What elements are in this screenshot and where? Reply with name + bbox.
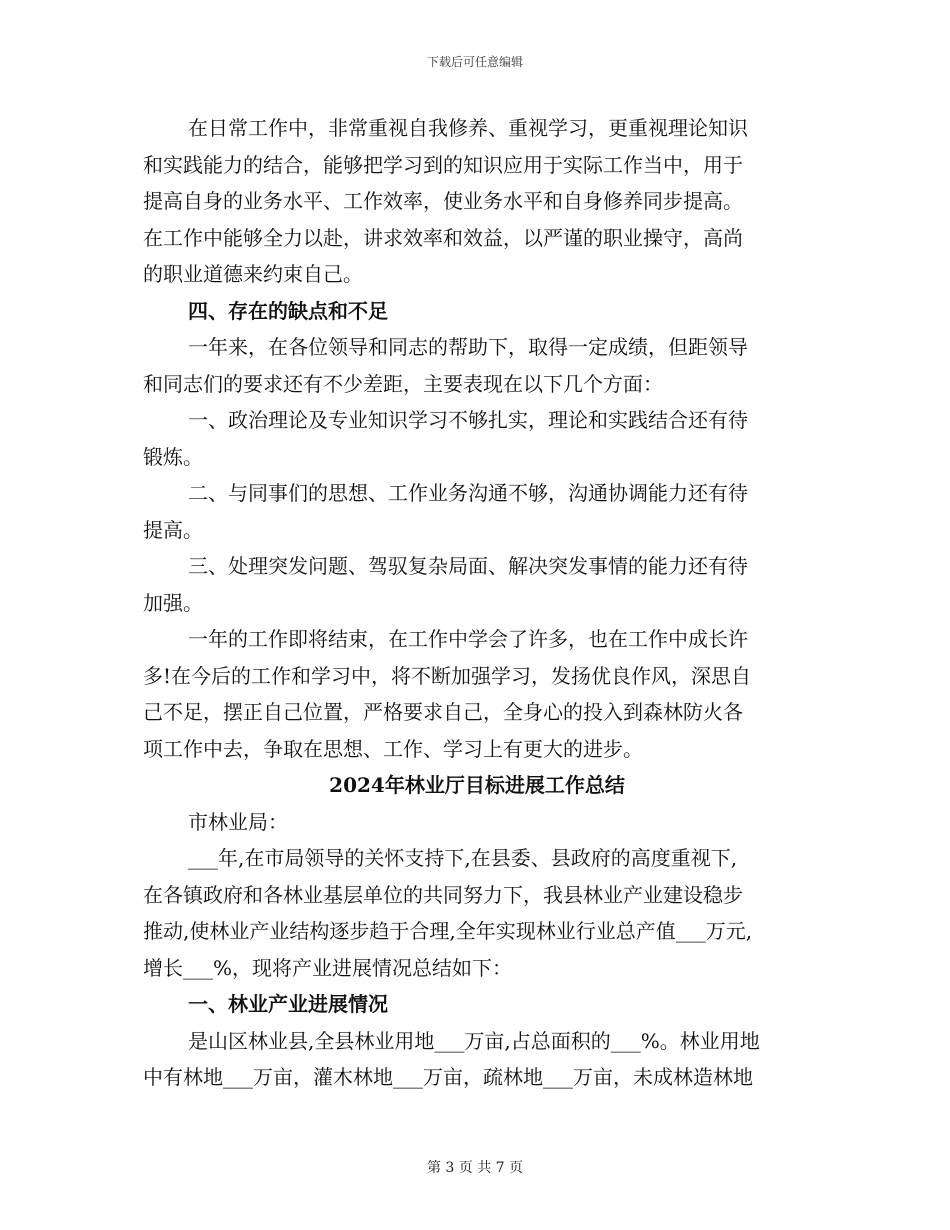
document-body [143,110,811,1096]
paragraph-line: 中有林地___万亩，灌木林地___万亩，疏林地___万亩，未成林造林地 [143,1065,753,1089]
paragraph-line: 推动,使林业产业结构逐步趋于合理,全年实现林业行业总产值___万元, [143,919,753,943]
paragraph-line: 己不足，摆正自己位置，严格要求自己，全身心的投入到森林防火各 [143,700,743,724]
list-item-line: 加强。 [143,590,203,615]
list-item-line: 三、处理突发问题、驾驭复杂局面、解决突发事情的能力还有待 [188,554,748,578]
list-item-line: 一、政治理论及专业知识学习不够扎实，理论和实践结合还有待 [188,408,748,432]
paragraph-line: 在工作中能够全力以赴，讲求效率和效益，以严谨的职业操守，高尚 [143,225,743,250]
paragraph-line: 的职业道德来约束自己。 [143,262,363,286]
paragraph-line: 提高自身的业务水平、工作效率，使业务水平和自身修养同步提高。 [143,189,743,213]
paragraph-line: 和实践能力的结合，能够把学习到的知识应用于实际工作当中，用于 [143,152,743,177]
list-item-line: 锻炼。 [143,444,203,469]
paragraph-line: 多!在今后的工作和学习中，将不断加强学习，发扬优良作风，深思自 [143,663,752,688]
paragraph-line: 一年的工作即将结束，在工作中学会了许多，也在工作中成长许 [188,627,748,651]
list-item-line: 提高。 [143,517,203,542]
section-heading-shortcomings: 四、存在的缺点和不足 [188,298,388,323]
page-header-note: 下载后可任意编辑 [426,55,523,69]
paragraph-line: 是山区林业县,全县林业用地___万亩,占总面积的___%。林业用地 [188,1028,760,1053]
paragraph-line: 增长___%，现将产业进展情况总结如下： [143,955,513,980]
paragraph-line: 一年来，在各位领导和同志的帮助下，取得一定成绩，但距领导 [188,335,748,359]
paragraph-line: ___年,在市局领导的关怀支持下,在县委、县政府的高度重视下, [188,846,738,870]
section-heading-forestry-progress: 一、林业产业进展情况 [188,992,388,1016]
salutation: 市林业局： [188,809,288,834]
list-item-line: 二、与同事们的思想、工作业务沟通不够，沟通协调能力还有待 [188,481,748,505]
paragraph-line: 和同志们的要求还有不少差距，主要表现在以下几个方面： [143,371,663,396]
paragraph-line: 在各镇政府和各林业基层单位的共同努力下，我县林业产业建设稳步 [143,882,743,907]
paragraph-line: 在日常工作中，非常重视自我修养、重视学习，更重视理论知识 [188,116,748,140]
document-title: 2024年林业厅目标进展工作总结 [329,773,625,797]
paragraph-line: 项工作中去，争取在思想、工作、学习上有更大的进步。 [143,736,643,761]
page-footer-number: 第 3 页 共 7 页 [426,1160,524,1176]
